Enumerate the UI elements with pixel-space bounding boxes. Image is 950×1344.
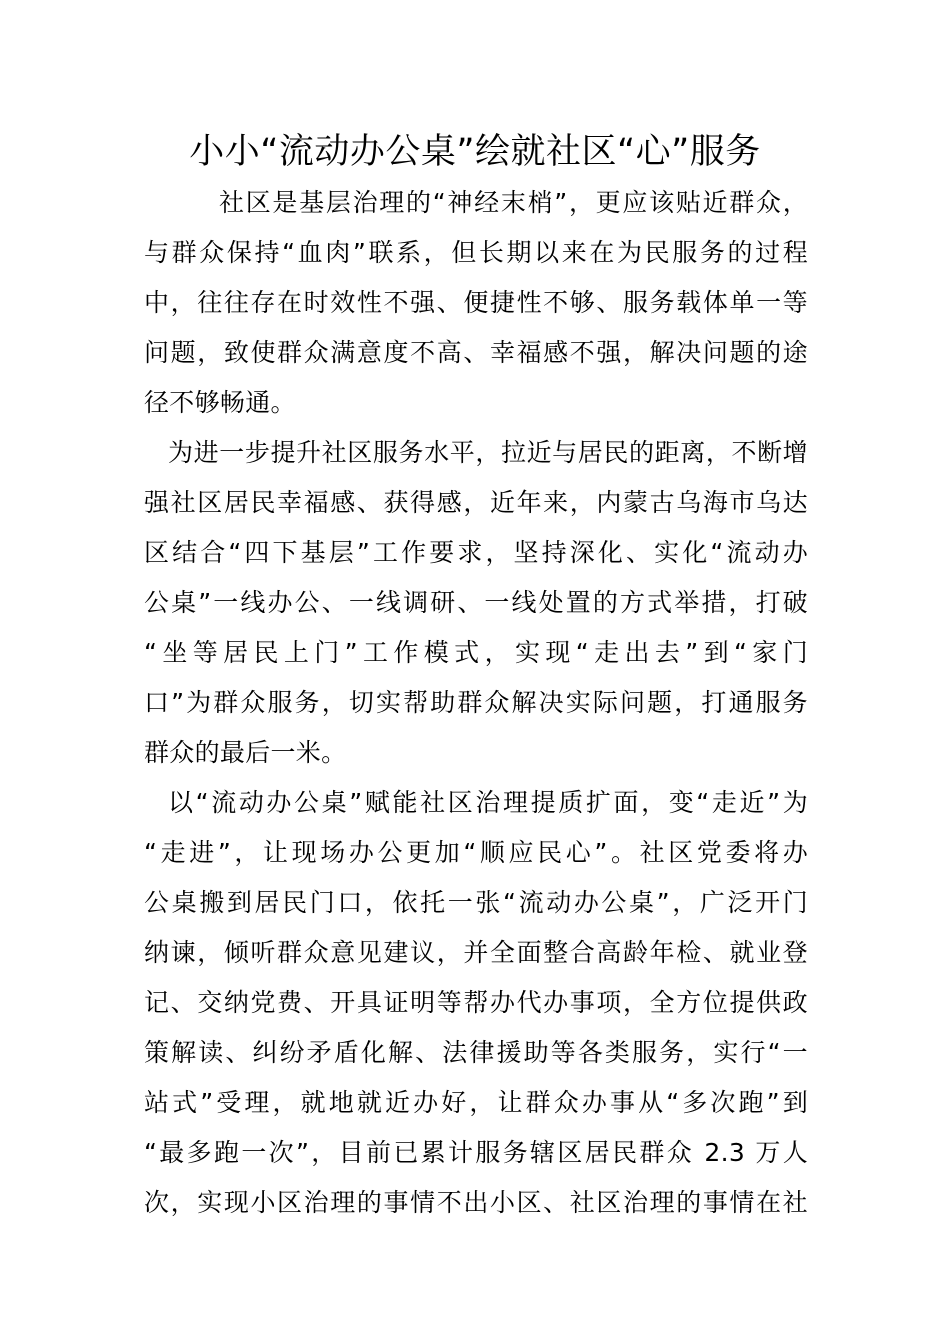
paragraph-line: 公桌搬到居民门口，依托一张“流动办公桌”，广泛开门 bbox=[144, 888, 808, 917]
paragraph-line: 中，往往存在时效性不强、便捷性不够、服务载体单一等 bbox=[144, 288, 808, 317]
paragraph-line: 记、交纳党费、开具证明等帮办代办事项，全方位提供政 bbox=[144, 988, 808, 1017]
paragraph-line: 站式”受理，就地就近办好，让群众办事从“多次跑”到 bbox=[144, 1088, 808, 1117]
paragraph-line: 以“流动办公桌”赋能社区治理提质扩面，变“走近”为 bbox=[168, 788, 808, 817]
document-body bbox=[144, 178, 808, 1228]
paragraph-line: “走进”，让现场办公更加“顺应民心”。社区党委将办 bbox=[144, 838, 808, 867]
paragraph-line: 区结合“四下基层”工作要求，坚持深化、实化“流动办 bbox=[144, 538, 808, 567]
paragraph-line: 纳谏，倾听群众意见建议，并全面整合高龄年检、就业登 bbox=[144, 938, 808, 967]
paragraph-line: 次，实现小区治理的事情不出小区、社区治理的事情在社 bbox=[144, 1188, 808, 1217]
paragraph-line: “最多跑一次”，目前已累计服务辖区居民群众 2.3 万人 bbox=[144, 1138, 808, 1167]
paragraph-line: “坐等居民上门”工作模式，实现“走出去”到“家门 bbox=[144, 638, 808, 667]
paragraph-line: 问题，致使群众满意度不高、幸福感不强，解决问题的途 bbox=[144, 338, 808, 367]
paragraph-line: 径不够畅通。 bbox=[144, 388, 296, 417]
paragraph-1 bbox=[144, 178, 808, 428]
paragraph-line: 口”为群众服务，切实帮助群众解决实际问题，打通服务 bbox=[144, 688, 808, 717]
document-title: 小小“流动办公桌”绘就社区“心”服务 bbox=[189, 132, 761, 172]
paragraph-line: 公桌”一线办公、一线调研、一线处置的方式举措，打破 bbox=[144, 588, 808, 617]
paragraph-line: 为进一步提升社区服务水平，拉近与居民的距离，不断增 bbox=[168, 438, 808, 467]
paragraph-3 bbox=[144, 778, 808, 1228]
paragraph-line: 策解读、纠纷矛盾化解、法律援助等各类服务，实行“一 bbox=[144, 1038, 808, 1067]
paragraph-2 bbox=[144, 428, 808, 778]
paragraph-line: 强社区居民幸福感、获得感，近年来，内蒙古乌海市乌达 bbox=[144, 488, 808, 517]
paragraph-line: 与群众保持“血肉”联系，但长期以来在为民服务的过程 bbox=[144, 238, 808, 267]
paragraph-line: 群众的最后一米。 bbox=[144, 738, 347, 767]
paragraph-line: 社区是基层治理的“神经末梢”，更应该贴近群众， bbox=[219, 188, 808, 217]
